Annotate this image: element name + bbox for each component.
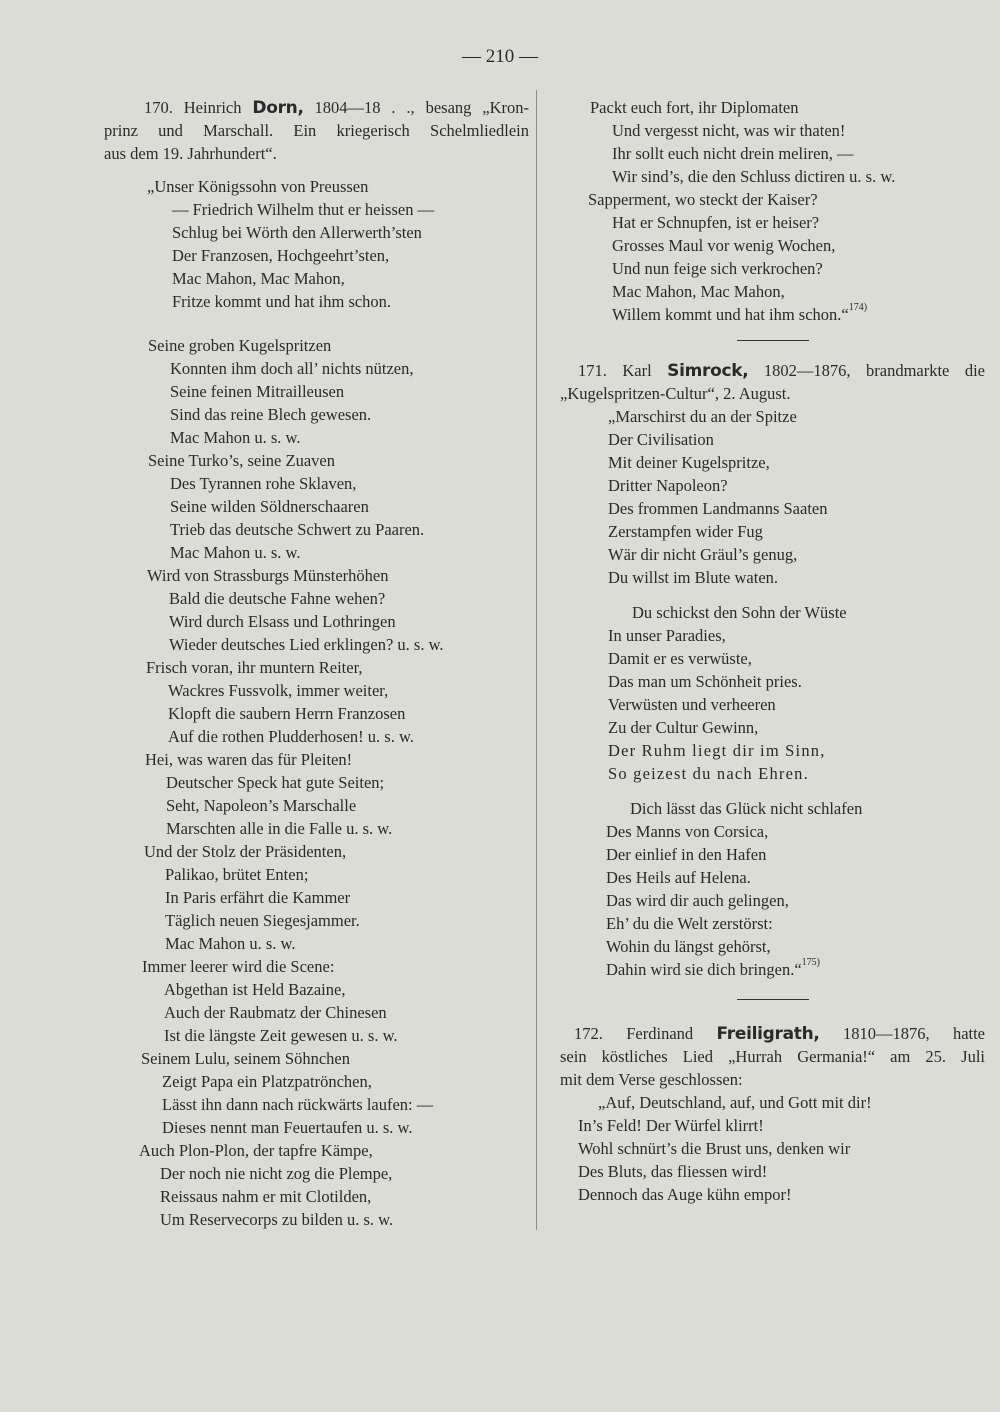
verse-line: Wär dir nicht Gräul’s genug, xyxy=(608,545,798,564)
verse-line: Marschten alle in die Falle u. s. w. xyxy=(166,819,393,838)
intro-line xyxy=(560,359,985,382)
verse-line: Dennoch das Auge kühn empor! xyxy=(578,1185,792,1204)
verse-line: Hat er Schnupfen, ist er heiser? xyxy=(612,213,820,232)
verse-line: Mit deiner Kugelspritze, xyxy=(608,453,770,472)
entry-170-intro xyxy=(104,96,529,165)
verse-line: „Auf, Deutschland, auf, und Gott mit dir! xyxy=(598,1093,872,1112)
verse-line: Seine feinen Mitrailleusen xyxy=(170,382,345,401)
verse-line: Lässt ihn dann nach rückwärts laufen: — xyxy=(162,1095,434,1114)
verse-line: Ist die längste Zeit gewesen u. s. w. xyxy=(164,1026,398,1045)
verse-line: Seine Turko’s, seine Zuaven xyxy=(148,451,335,470)
verse-text: Dahin wird sie dich bringen.“ xyxy=(606,960,802,979)
entry-172-intro xyxy=(560,1022,985,1091)
verse-line: In unser Paradies, xyxy=(608,626,726,645)
verse-line: Zerstampfen wider Fug xyxy=(608,522,763,541)
verse-line: Wird von Strassburgs Münsterhöhen xyxy=(147,566,389,585)
page-number: — 210 — xyxy=(462,46,538,67)
entry-number-text: 172. Ferdinand xyxy=(574,1024,694,1043)
verse-line: Grosses Maul vor wenig Wochen, xyxy=(612,236,836,255)
verse-line: Wackres Fussvolk, immer weiter, xyxy=(168,681,389,700)
verse-line: In Paris erfährt die Kammer xyxy=(165,888,351,907)
verse-line: So geizest du nach Ehren. xyxy=(608,764,809,783)
verse-line xyxy=(560,303,985,326)
verse-line: Und nun feige sich verkrochen? xyxy=(612,259,823,278)
verse-line: Zu der Cultur Gewinn, xyxy=(608,718,759,737)
verse-line: Fritze kommt und hat ihm schon. xyxy=(172,292,392,311)
verse-line: Wieder deutsches Lied erklingen? u. s. w. xyxy=(169,635,444,654)
verse-line: Eh’ du die Welt zerstörst: xyxy=(606,914,773,933)
column-divider xyxy=(536,90,537,1230)
poem-171-stanza-3 xyxy=(560,797,985,981)
verse-line: In’s Feld! Der Würfel klirrt! xyxy=(578,1116,764,1135)
verse-line: Mac Mahon, Mac Mahon, xyxy=(612,282,785,301)
left-column xyxy=(104,96,529,1231)
author-name: Simrock, xyxy=(667,361,749,381)
verse-line: Seinem Lulu, seinem Söhnchen xyxy=(141,1049,350,1068)
verse-line: Und vergesst nicht, was wir thaten! xyxy=(612,121,846,140)
entry-number-text: 170. Heinrich xyxy=(144,98,242,117)
footnote-marker: 175) xyxy=(801,957,820,968)
intro-text: 1802—1876, brandmarkte die xyxy=(763,361,985,380)
verse-line: Bald die deutsche Fahne wehen? xyxy=(169,589,386,608)
verse-line: Des Manns von Corsica, xyxy=(606,822,769,841)
entry-171-intro xyxy=(560,359,985,405)
verse-line: Auch der Raubmatz der Chinesen xyxy=(164,1003,387,1022)
verse-line: Immer leerer wird die Scene: xyxy=(142,957,335,976)
verse-line: Täglich neuen Siegesjammer. xyxy=(165,911,360,930)
section-rule xyxy=(737,340,809,341)
verse-line: Mac Mahon, Mac Mahon, xyxy=(172,269,345,288)
verse-line: Des Bluts, das fliessen wird! xyxy=(578,1162,768,1181)
verse-line: Dieses nennt man Feuertaufen u. s. w. xyxy=(162,1118,413,1137)
verse-line: Packt euch fort, ihr Diplomaten xyxy=(590,98,799,117)
verse-line: Zeigt Papa ein Platzpatrönchen, xyxy=(162,1072,372,1091)
verse-line: Schlug bei Wörth den Allerwerth’sten xyxy=(172,223,422,242)
entry-number-text: 171. Karl xyxy=(578,361,652,380)
verse-line: Des frommen Landmanns Saaten xyxy=(608,499,828,518)
poem-172 xyxy=(560,1091,985,1206)
verse-line: Du schickst den Sohn der Wüste xyxy=(632,603,847,622)
verse-line: Seine groben Kugelspritzen xyxy=(148,336,332,355)
verse-line: Du willst im Blute waten. xyxy=(608,568,779,587)
verse-line: Des Heils auf Helena. xyxy=(606,868,751,887)
verse-line: Sind das reine Blech gewesen. xyxy=(170,405,372,424)
verse-line: Verwüsten und verheeren xyxy=(608,695,776,714)
author-name: Freiligrath, xyxy=(716,1024,820,1044)
intro-line: sein köstliches Lied „Hurrah Germania!“ am 25. Juli xyxy=(560,1047,985,1066)
verse-line: Wohl schnürt’s die Brust uns, denken wir xyxy=(578,1139,851,1158)
verse-line: Der noch nie nicht zog die Plempe, xyxy=(160,1164,393,1183)
verse-line: Seine wilden Söldnerschaaren xyxy=(170,497,369,516)
verse-line: Palikao, brütet Enten; xyxy=(165,865,309,884)
verse-line: Um Reservecorps zu bilden u. s. w. xyxy=(160,1210,394,1229)
verse-line xyxy=(560,958,985,981)
verse-line: Des Tyrannen rohe Sklaven, xyxy=(170,474,357,493)
verse-line: Mac Mahon u. s. w. xyxy=(170,543,301,562)
right-column xyxy=(560,96,985,1206)
verse-line: Das wird dir auch gelingen, xyxy=(606,891,789,910)
poem-171-stanza-2 xyxy=(560,601,985,785)
verse-line: Der Civilisation xyxy=(608,430,714,449)
intro-line: aus dem 19. Jahrhundert“. xyxy=(104,144,277,163)
verse-line: Auch Plon-Plon, der tapfre Kämpe, xyxy=(139,1141,373,1160)
verse-line: Trieb das deutsche Schwert zu Paaren. xyxy=(170,520,425,539)
intro-line xyxy=(560,1022,985,1045)
verse-line: Konnten ihm doch all’ nichts nützen, xyxy=(170,359,414,378)
verse-line: „Unser Königssohn von Preussen xyxy=(147,177,369,196)
verse-line: Mac Mahon u. s. w. xyxy=(170,428,301,447)
intro-line: „Kugelspritzen-Cultur“, 2. August. xyxy=(560,384,791,403)
verse-line: — Friedrich Wilhelm thut er heissen — xyxy=(172,200,435,219)
verse-line: Wohin du längst gehörst, xyxy=(606,937,771,956)
footnote-marker: 174) xyxy=(848,302,868,313)
intro-line xyxy=(104,96,529,119)
verse-text: Willem kommt und hat ihm schon.“ xyxy=(612,305,849,324)
verse-line: Mac Mahon u. s. w. xyxy=(165,934,296,953)
verse-line: Dritter Napoleon? xyxy=(608,476,728,495)
verse-line: „Marschirst du an der Spitze xyxy=(608,407,797,426)
verse-line: Seht, Napoleon’s Marschalle xyxy=(166,796,357,815)
verse-line: Und der Stolz der Präsidenten, xyxy=(144,842,347,861)
verse-line: Klopft die saubern Herrn Franzosen xyxy=(168,704,406,723)
verse-line: Dich lässt das Glück nicht schlafen xyxy=(630,799,863,818)
intro-text: 1810—1876, hatte xyxy=(842,1024,986,1043)
verse-line: Reissaus nahm er mit Clotilden, xyxy=(160,1187,372,1206)
stanza-continued xyxy=(560,96,985,326)
author-name: Dorn, xyxy=(252,98,304,118)
poem-171-stanza-1 xyxy=(560,405,985,589)
verse-line: Wir sind’s, die den Schluss dictiren u. s. w. xyxy=(612,167,896,186)
verse-line: Auf die rothen Pludderhosen! u. s. w. xyxy=(168,727,414,746)
intro-text: 1804—18 . ., besang „Kron- xyxy=(314,98,530,117)
section-rule xyxy=(737,999,809,1000)
verse-line: Der Franzosen, Hochgeehrt’sten, xyxy=(172,246,390,265)
verse-line: Damit er es verwüste, xyxy=(608,649,752,668)
stanza-1 xyxy=(104,175,529,313)
verse-line: Ihr sollt euch nicht drein meliren, — xyxy=(612,144,854,163)
intro-line: prinz und Marschall. Ein kriegerisch Schelmliedlein xyxy=(104,121,529,140)
verse-line: Wird durch Elsass und Lothringen xyxy=(169,612,396,631)
verse-line: Abgethan ist Held Bazaine, xyxy=(164,980,346,999)
verse-line: Das man um Schönheit pries. xyxy=(608,672,802,691)
verse-line: Sapperment, wo steckt der Kaiser? xyxy=(588,190,818,209)
verse-line: Frisch voran, ihr muntern Reiter, xyxy=(146,658,363,677)
stanza-2 xyxy=(104,334,529,1231)
verse-line: Deutscher Speck hat gute Seiten; xyxy=(166,773,385,792)
verse-line: Der einlief in den Hafen xyxy=(606,845,767,864)
verse-line: Hei, was waren das für Pleiten! xyxy=(145,750,353,769)
verse-line: Der Ruhm liegt dir im Sinn, xyxy=(608,741,826,760)
intro-line: mit dem Verse geschlossen: xyxy=(560,1070,743,1089)
